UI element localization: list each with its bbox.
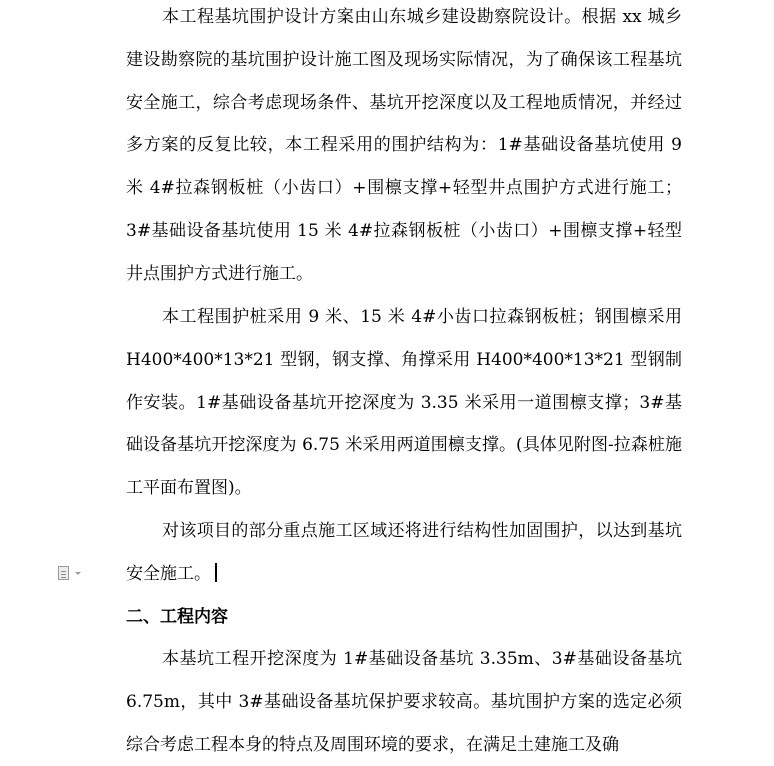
paragraph-project-content[interactable]: 本基坑工程开挖深度为 1#基础设备基坑 3.35m、3#基础设备基坑 6.75m，其中 3#基础设备基坑保护要求较高。基坑围护方案的选定必须综合考虑工程本身的特点及周围环境的要求，在满足土建施工及确 <box>126 649 682 755</box>
paragraph-retaining-piles[interactable]: 本工程围护桩采用 9 米、15 米 4#小齿口拉森钢板桩；钢围檩采用 H400*400*13*21 型钢，钢支撑、角撑采用 H400*400*13*21 型钢制作安装。1#基础设备基坑开挖深度为 3.35 米采用一道围檩支撑；3#基础设备基坑开挖深度为 6.75 米采用两道围檩支撑。(具体见附图-拉森桩施工平面布置图)。 <box>126 307 682 499</box>
paragraph-reinforcement[interactable] <box>126 510 682 596</box>
text-cursor <box>215 563 217 582</box>
paragraph-reinforcement-text: 对该项目的部分重点施工区域还将进行结构性加固围护，以达到基坑安全施工。 <box>126 521 682 584</box>
paragraph-options-button[interactable] <box>58 566 86 582</box>
paragraph-design-scheme[interactable]: 本工程基坑围护设计方案由山东城乡建设勘察院设计。根据 xx 城乡建设勘察院的基坑围护设计施工图及现场实际情况，为了确保该工程基坑安全施工，综合考虑现场条件、基坑开挖深度以及工程地质情况，并经过多方案的反复比较，本工程采用的围护结构为：1#基础设备基坑使用 9 米 4#拉森钢板桩（小齿口）+围檩支撑+轻型井点围护方式进行施工；3#基础设备基坑使用 15 米 4#拉森钢板桩（小齿口）+围檩支撑+轻型井点围护方式进行施工。 <box>126 7 682 284</box>
section-heading: 二、工程内容 <box>126 607 228 627</box>
chevron-down-icon <box>75 572 81 575</box>
document-icon <box>58 566 69 580</box>
